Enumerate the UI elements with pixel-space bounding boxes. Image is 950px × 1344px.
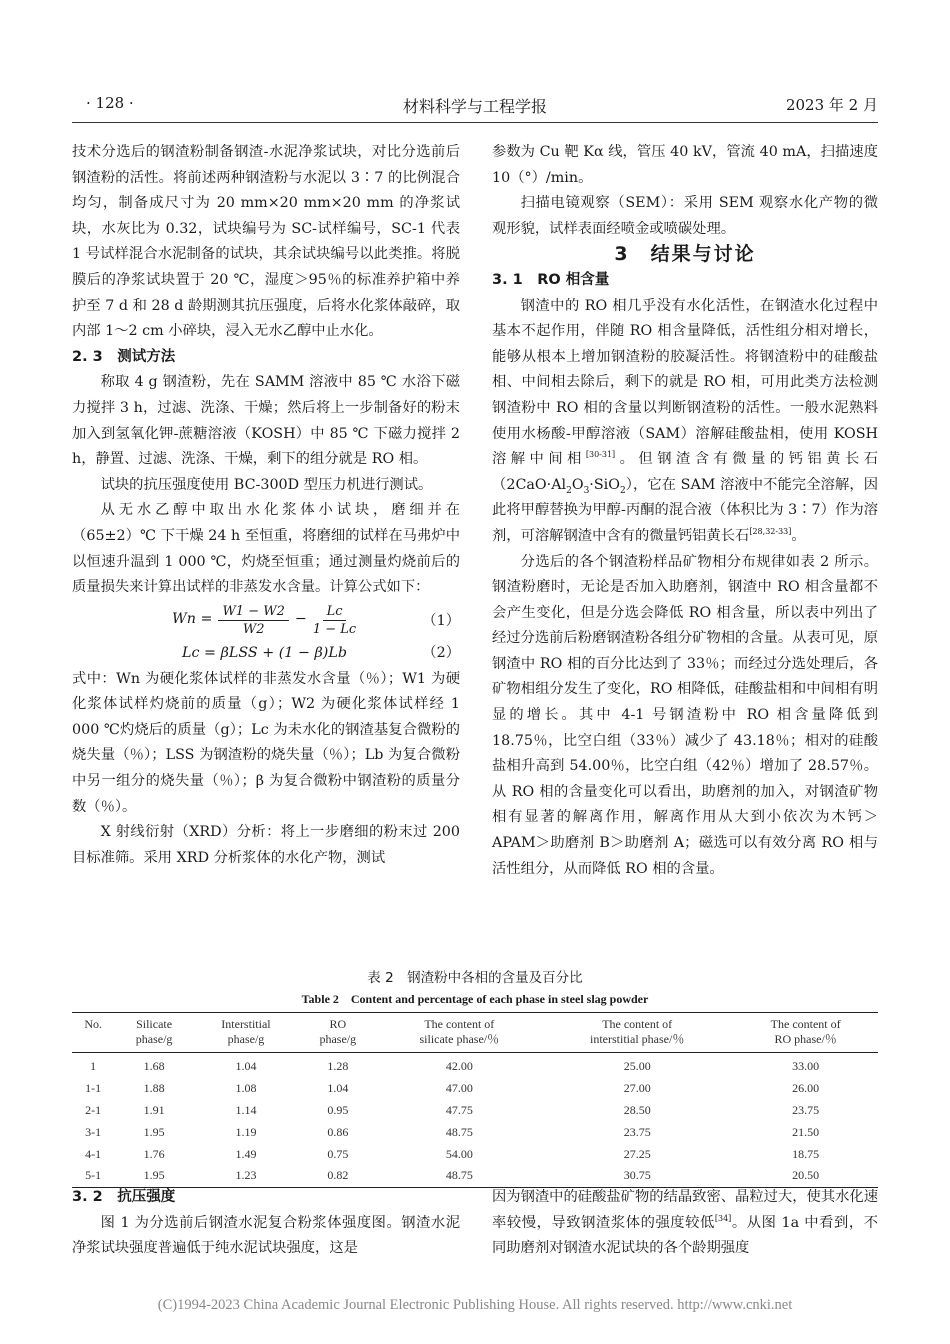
table-row bbox=[72, 1165, 878, 1187]
paragraph: 扫描电镜观察（SEM）：采用 SEM 观察水化产物的微观形貌，试样表面经喷金或喷碳处理。 bbox=[492, 195, 878, 237]
table-cell: 23.75 bbox=[623, 1124, 651, 1139]
table-cell: 0.86 bbox=[327, 1124, 349, 1139]
table-cell: 1.08 bbox=[235, 1081, 257, 1096]
table-cell: 26.00 bbox=[792, 1081, 820, 1096]
eq2-number: （2） bbox=[422, 644, 460, 661]
table-cell: 2-1 bbox=[85, 1102, 102, 1117]
page-number: · 128 · bbox=[86, 94, 134, 112]
eq1-denominator-1: W2 bbox=[242, 621, 265, 637]
table-cell: 1-1 bbox=[85, 1081, 102, 1096]
table-cell: 1.23 bbox=[235, 1168, 257, 1183]
paragraph: 分选后的各个钢渣粉样品矿物相分布规律如表 2 所示。钢渣粉磨时，无论是否加入助磨剂，钢渣中 RO 相含量都不会产生变化，但是分选会降低 RO 相含量，所以表中列出了经过分选前后粉磨钢渣粉各组分矿物相的含量。从表可见，原钢渣中 RO 相的百分比达到了 33％；而经过分选处理后，各矿物相组分发生了变化，RO 相降低，硅酸盐相和中间相有明显的增长。其中 4-1 号钢渣粉中 RO 相含量降低到 18.75％，比空白组（33％）减少了 43.18％；相对的硅酸盐相升高到 54.00％，比空白组（42％）增加了 28.57％。从 RO 相的含量变化可以看出，助磨剂的加入，对钢渣矿物相有显著的解离作用，解离作用从大到小依次为木钙＞APAM＞助磨剂 B＞助磨剂 A；磁选可以有效分离 RO 相与活性组分，从而降低 RO 相的含量。 bbox=[492, 553, 879, 877]
col-header-interstitial-pct: The content of interstitial phase/％ bbox=[541, 1013, 733, 1053]
eq1-fraction-2 bbox=[313, 603, 356, 638]
table-cell: 1.76 bbox=[143, 1146, 165, 1161]
eq1-lhs: Wn = bbox=[172, 611, 213, 628]
paragraph: 参数为 Cu 靶 Kα 线，管压 40 kV，管流 40 mA，扫描速度 10（°）/min。 bbox=[492, 144, 878, 186]
table-cell: 48.75 bbox=[445, 1168, 473, 1183]
table-caption-cn: 表 2 钢渣粉中各相的含量及百分比 bbox=[367, 970, 583, 986]
eq2-body: Lc = βLSS + (1 − β)Lb bbox=[182, 644, 347, 661]
section-title-3: 3 结果与讨论 bbox=[614, 243, 756, 266]
table-cell: 47.00 bbox=[445, 1081, 473, 1096]
citation[interactable]: [30-31] bbox=[585, 450, 616, 460]
eq1-numerator-2: Lc bbox=[323, 603, 347, 621]
paragraph: 式中：Wn 为硬化浆体试样的非蒸发水含量（％）；W1 为硬化浆体试样灼烧前的质量（g）；W2 为硬化浆体试样经 1 000 ℃灼烧后的质量（g）；Lc 为未水化的钢渣基复合微粉的烧失量（％）；LSS 为钢渣粉的烧失量（％）；Lb 为复合微粉中另一组分的烧失量（％）；β 为复合微粉中钢渣粉的质量分数（％）。 bbox=[72, 670, 460, 815]
table-cell: 28.50 bbox=[623, 1102, 651, 1117]
bottom-left-column bbox=[72, 1185, 460, 1262]
table-cell: 27.00 bbox=[623, 1081, 651, 1096]
section-heading-3-2: 3. 2 抗压强度 bbox=[72, 1189, 176, 1205]
right-column bbox=[492, 140, 878, 882]
col-header-ro-g: RO phase/g bbox=[298, 1013, 377, 1053]
page-header bbox=[72, 94, 878, 124]
paragraph: X 射线衍射（XRD）分析：将上一步磨细的粉末过 200 目标准筛。采用 XRD 分析浆体的水化产物，测试 bbox=[72, 824, 460, 866]
table-caption-en: Table 2 Content and percentage of each phase in steel slag powder bbox=[301, 992, 649, 1006]
left-column bbox=[72, 140, 460, 871]
table-row bbox=[72, 1053, 878, 1078]
header-rule bbox=[72, 122, 878, 123]
paragraph: 钢渣中的 RO 相几乎没有水化活性，在钢渣水化过程中基本不起作用，伴随 RO 相含量降低，活性组分相对增长，能够从根本上增加钢渣粉的胶凝活性。将钢渣粉中的硅酸盐相、中间相去除后，剩下的就是 RO 相，可用此类方法检测钢渣粉中 RO 相的含量以判断钢渣粉的活性。一般水泥熟料使用水杨酸-甲醇溶液（SAM）溶解硅酸盐相，使用 KOSH 溶解中间相[30-31]。但钢渣含有微量的钙铝黄长石$(2CaO\cdot Al_2O_3\cdot SiO_2)$，它在 SAM 溶液中不能完全溶解，因此将甲醇替换为甲醇-丙酮的混合液（体积比为 3∶7）作为溶剂，可溶解钢渣中含有的微量钙铝黄长石[28,32-33]。 bbox=[492, 297, 879, 544]
table-cell: 1.04 bbox=[235, 1059, 257, 1074]
table-cell: 54.00 bbox=[445, 1146, 473, 1161]
col-header-no: No. bbox=[72, 1013, 114, 1053]
table-cell: 5-1 bbox=[85, 1168, 102, 1183]
table-cell: 1.19 bbox=[235, 1124, 257, 1139]
copyright-footer: (C)1994-2023 China Academic Journal Electronic Publishing House. All rights reserved. http://www.cnki.net bbox=[157, 1297, 793, 1313]
journal-title: 材料科学与工程学报 bbox=[402, 97, 547, 116]
eq1-denominator-2: 1 − Lc bbox=[312, 621, 357, 637]
equation-1 bbox=[72, 601, 460, 641]
eq1-minus: − bbox=[294, 611, 307, 628]
equation-2 bbox=[72, 641, 460, 667]
paragraph: 因为钢渣中的硅酸盐矿物的结晶致密、晶粒过大，使其水化速率较慢，导致钢渣浆体的强度较低[34]。从图 1a 中看到，不同助磨剂对钢渣水泥试块的各个龄期强度 bbox=[492, 1189, 879, 1257]
table-cell: 42.00 bbox=[445, 1059, 473, 1074]
table-cell: 20.50 bbox=[792, 1168, 820, 1183]
table-row bbox=[72, 1100, 878, 1122]
table-cell: 1.68 bbox=[143, 1059, 165, 1074]
issue-date: 2023 年 2 月 bbox=[785, 96, 878, 114]
citation[interactable]: [34] bbox=[714, 1213, 732, 1223]
table-cell: 0.75 bbox=[327, 1146, 349, 1161]
table-row bbox=[72, 1078, 878, 1100]
table-row bbox=[72, 1121, 878, 1143]
table-cell: 1 bbox=[90, 1059, 97, 1074]
table-cell: 0.95 bbox=[327, 1102, 349, 1117]
table-cell: 1.88 bbox=[143, 1081, 165, 1096]
table-cell: 21.50 bbox=[792, 1124, 820, 1139]
phase-content-table bbox=[72, 1012, 878, 1188]
table-cell: 1.04 bbox=[327, 1081, 349, 1096]
section-heading-3-1: 3. 1 RO 相含量 bbox=[492, 271, 610, 288]
table-header-row bbox=[72, 1013, 878, 1053]
table-cell: 4-1 bbox=[85, 1146, 102, 1161]
paragraph: 称取 4 g 钢渣粉，先在 SAMM 溶液中 85 ℃ 水浴下磁力搅拌 3 h，过滤、洗涤、干燥；然后将上一步制备好的粉末加入到氢氧化钾-蔗糖溶液（KOSH）中 85 ℃ 下磁力搅拌 2 h，静置、过滤、洗涤、干燥，剩下的组分就是 RO 相。 bbox=[72, 374, 460, 468]
table-cell: 33.00 bbox=[792, 1059, 820, 1074]
citation[interactable]: [28,32-33] bbox=[749, 527, 792, 537]
eq1-number: （1） bbox=[422, 612, 460, 629]
paragraph: 从无水乙醇中取出水化浆体小试块，磨细并在（65±2）℃ 下干燥 24 h 至恒重，将磨细的试样在马弗炉中以恒速升温到 1 000 ℃，灼烧至恒重；通过测量灼烧前后的质量损失来计算出试样的非蒸发水含量。计算公式如下： bbox=[72, 502, 460, 596]
paragraph: 图 1 为分选前后钢渣水泥复合粉浆体强度图。钢渣水泥净浆试块强度普遍低于纯水泥试块强度，这是 bbox=[72, 1214, 460, 1257]
table-cell: 48.75 bbox=[445, 1124, 473, 1139]
table-cell: 0.82 bbox=[327, 1168, 349, 1183]
table-row bbox=[72, 1143, 878, 1165]
col-header-silicate-pct: The content of silicate phase/％ bbox=[378, 1013, 542, 1053]
table-cell: 27.25 bbox=[623, 1146, 651, 1161]
table-cell: 23.75 bbox=[792, 1102, 820, 1117]
table-cell: 1.49 bbox=[235, 1146, 257, 1161]
eq1-fraction-1 bbox=[218, 603, 288, 638]
table-cell: 47.75 bbox=[445, 1102, 473, 1117]
paragraph: 试块的抗压强度使用 BC-300D 型压力机进行测试。 bbox=[100, 476, 433, 493]
bottom-right-column bbox=[492, 1185, 878, 1262]
table-cell: 1.95 bbox=[143, 1168, 165, 1183]
col-header-interstitial-g: Interstitial phase/g bbox=[194, 1013, 298, 1053]
table-cell: 1.28 bbox=[327, 1059, 349, 1074]
table-cell: 3-1 bbox=[85, 1124, 102, 1139]
table-cell: 30.75 bbox=[623, 1168, 651, 1183]
table-cell: 25.00 bbox=[623, 1059, 651, 1074]
table-cell: 18.75 bbox=[792, 1146, 820, 1161]
col-header-silicate-g: Silicate phase/g bbox=[114, 1013, 193, 1053]
paragraph: 技术分选后的钢渣粉制备钢渣-水泥净浆试块，对比分选前后钢渣粉的活性。将前述两种钢渣粉与水泥以 3∶7 的比例混合均匀，制备成尺寸为 20 mm×20 mm×20 mm 的净浆试块，水灰比为 0.32，试块编号为 SC-试样编号，SC-1 代表 1 号试样混合水泥制备的试块，其余试块编号以此类推。将脱膜后的净浆试块置于 20 ℃，湿度＞95％的标准养护箱中养护至 7 d 和 28 d 龄期测其抗压强度，后将水化浆体敲碎，取内部 1～2 cm 小碎块，浸入无水乙醇中止水化。 bbox=[72, 144, 460, 340]
eq1-numerator-1: W1 − W2 bbox=[218, 603, 288, 621]
col-header-ro-pct: The content of RO phase/％ bbox=[733, 1013, 878, 1053]
table-cell: 1.91 bbox=[143, 1102, 165, 1117]
section-heading-2-3: 2. 3 测试方法 bbox=[72, 348, 176, 365]
table-cell: 1.14 bbox=[235, 1102, 257, 1117]
table-cell: 1.95 bbox=[143, 1124, 165, 1139]
